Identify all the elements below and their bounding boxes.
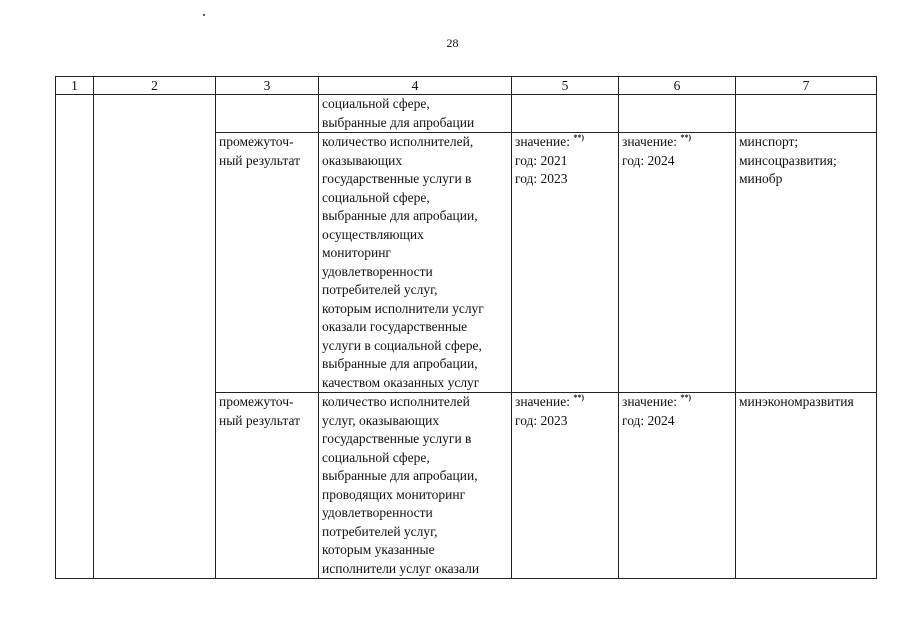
responsible-text: минэкономразвития (739, 394, 854, 409)
col7-cell (736, 133, 877, 393)
header-cell: 2 (94, 77, 216, 95)
col6-cell (619, 133, 736, 393)
footnote-mark: **) (680, 133, 692, 142)
col5-cell (512, 393, 619, 579)
table-header-row (56, 77, 877, 95)
indicator-text: количество исполнителей услуг, оказывающих государственные услуги в социальной сфере, выбранные для апробации, проводящих мониторинг удовлетворенности потребителей услуг, которым указанные исполнители услуг оказали (322, 394, 480, 576)
value-label: значение: (622, 134, 681, 149)
header-cell: 5 (512, 77, 619, 95)
value-label: значение: (515, 134, 574, 149)
value-label: значение: (515, 394, 574, 409)
indicator-text: количество исполнителей, оказывающих государственные услуги в социальной сфере, выбранные для апробации, осуществляющих мониторинг удовлетворенности потребителей услуг, которым исполнители услуг оказали государственные услуги в социальной сфере, выбранные для апробации, качеством оказанных услуг (322, 134, 484, 390)
responsible-text: минспорт; минсоцразвития; минобр (739, 134, 837, 186)
col4-cell (319, 133, 512, 393)
col4-cell (319, 393, 512, 579)
footnote-mark: **) (573, 133, 585, 142)
page-number: 28 (446, 36, 459, 50)
result-type: промежуточ- ный результат (219, 394, 300, 428)
scan-speck (203, 14, 205, 16)
indicator-text: социальной сфере, выбранные для апробации (322, 96, 475, 130)
year-text: год: 2023 (515, 412, 568, 428)
col5-cell (512, 95, 619, 133)
col3-cell (216, 95, 319, 133)
footnote-mark: **) (680, 393, 692, 402)
col7-cell (736, 95, 877, 133)
col3-cell (216, 393, 319, 579)
col6-cell (619, 393, 736, 579)
col4-cell (319, 95, 512, 133)
header-cell: 3 (216, 77, 319, 95)
header-cell: 4 (319, 77, 512, 95)
header-cell: 7 (736, 77, 877, 95)
col5-cell (512, 133, 619, 393)
year-text: год: 2024 (622, 412, 675, 428)
col1-cell (56, 95, 94, 579)
document-table (55, 76, 877, 579)
value-label: значение: (622, 394, 681, 409)
col7-cell (736, 393, 877, 579)
header-cell: 6 (619, 77, 736, 95)
year-text: год: 2021 год: 2023 (515, 152, 568, 186)
footnote-mark: **) (573, 393, 585, 402)
col2-cell (94, 95, 216, 579)
table-row (56, 95, 877, 133)
col3-cell (216, 133, 319, 393)
header-cell: 1 (56, 77, 94, 95)
result-type: промежуточ- ный результат (219, 134, 300, 168)
col6-cell (619, 95, 736, 133)
year-text: год: 2024 (622, 152, 675, 168)
